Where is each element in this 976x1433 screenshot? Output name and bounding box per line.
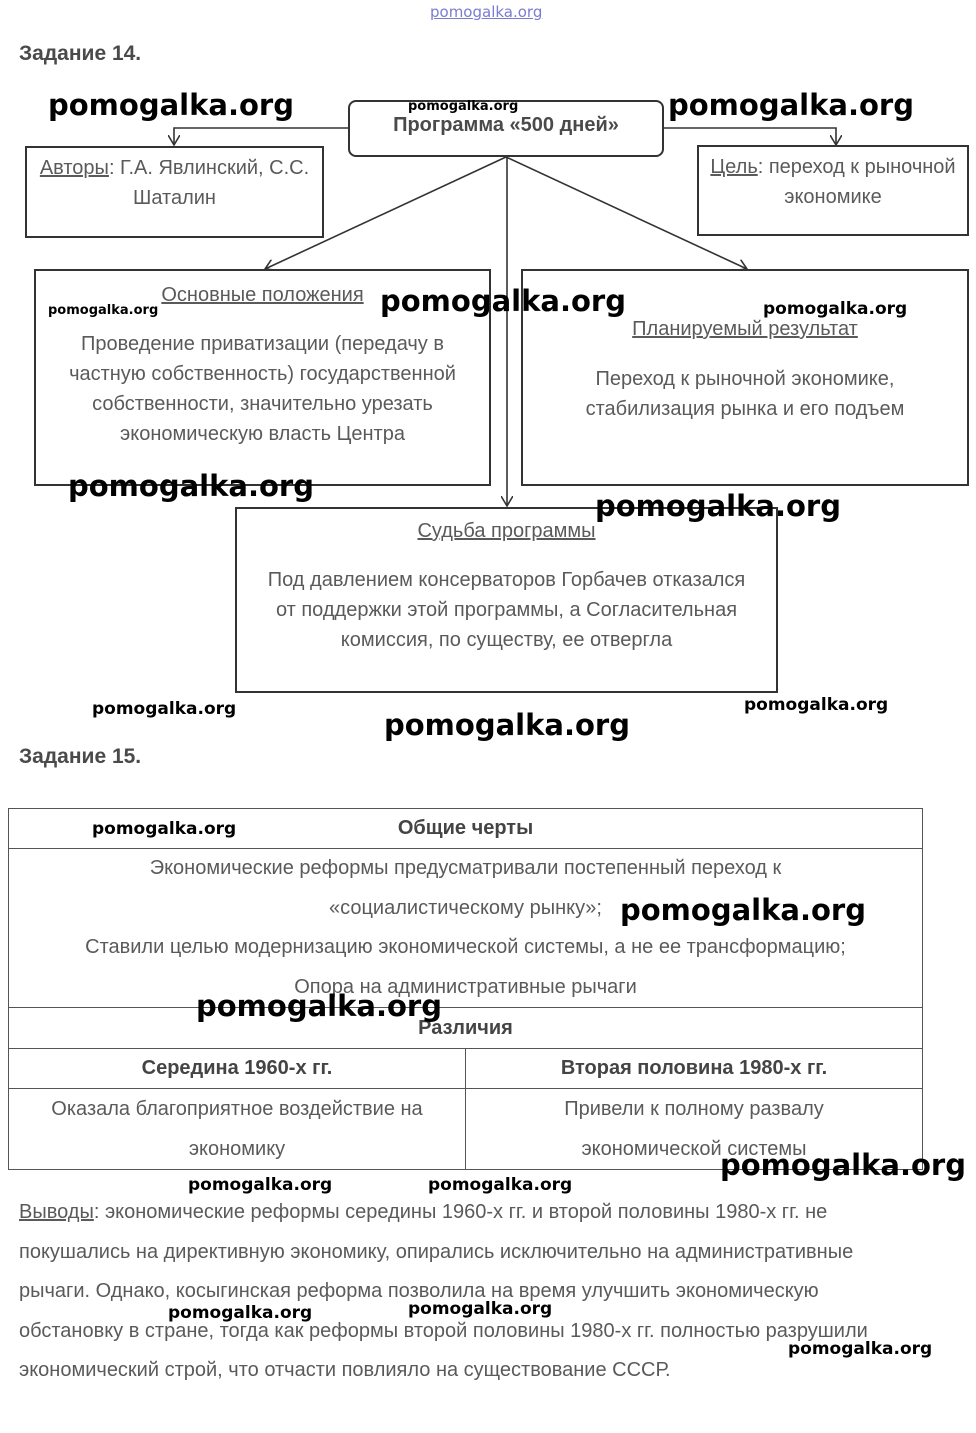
watermark: pomogalka.org — [68, 469, 314, 503]
watermark: pomogalka.org — [408, 99, 519, 114]
watermark: pomogalka.org — [428, 1175, 573, 1195]
conclusion-label: Выводы — [19, 1201, 94, 1223]
authors-box — [25, 146, 324, 238]
col2-text: Привели к полному развалу экономической системы — [466, 1089, 923, 1170]
common-cell — [9, 849, 923, 1008]
watermark: pomogalka.org — [788, 1339, 933, 1359]
common-line-2: Ставили целью модернизацию экономической системы, а не ее трансформацию; — [85, 936, 846, 958]
common-line-3: Опора на административные рычаги — [294, 975, 637, 998]
conclusion — [19, 1193, 899, 1391]
watermark: pomogalka.org — [188, 1175, 333, 1195]
watermark: pomogalka.org — [48, 88, 294, 122]
watermark: pomogalka.org — [92, 819, 237, 839]
watermark: pomogalka.org — [48, 303, 159, 318]
conclusion-text: : экономические реформы середины 1960-х гг. и второй половины 1980-х гг. не покушались на директивную экономику, опирались исключительно на административные рычаги. Однако, косыгинская реформа позволила на время улучшить экономическую обстановку в стране, тогда как реформы второй половины 1980-х гг. полностью разрушили экономический строй, что отчасти повлияло на существование СССР. — [19, 1201, 868, 1381]
task15-heading: Задание 15. — [19, 745, 142, 768]
authors-label: Авторы — [39, 157, 109, 179]
watermark: pomogalka.org — [595, 489, 841, 523]
watermark: pomogalka.org — [763, 299, 908, 319]
fate-box — [235, 507, 778, 693]
program-title: Программа «500 дней» — [393, 114, 619, 136]
watermark: pomogalka.org — [620, 893, 866, 927]
col1-text: Оказала благоприятное воздействие на экономику — [9, 1089, 466, 1170]
col2-header: Вторая половина 1980-х гг. — [466, 1049, 923, 1089]
watermark: pomogalka.org — [196, 989, 442, 1023]
watermark: pomogalka.org — [380, 284, 626, 318]
watermark: pomogalka.org — [168, 1303, 313, 1323]
watermark: pomogalka.org — [744, 695, 889, 715]
fate-text: Под давлением консерваторов Горбачев отказался от поддержки этой программы, а Согласительная комиссия, по существу, ее отвергла — [267, 569, 746, 651]
table-row — [9, 849, 923, 1008]
watermark: pomogalka.org — [384, 708, 630, 742]
watermark-top[interactable]: pomogalka.org — [430, 3, 543, 21]
result-text: Переход к рыночной экономике, стабилизация рынка и его подъем — [585, 368, 905, 420]
comparison-table — [8, 808, 923, 1170]
goal-text: : переход к рыночной экономике — [757, 156, 956, 208]
provisions-label: Основные положения — [161, 284, 364, 306]
provisions-text: Проведение приватизации (передачу в частную собственность) государственной собственности, значительно урезать экономическую власть Центра — [69, 333, 456, 445]
diff-header: Различия — [9, 1008, 923, 1049]
authors-text: : Г.А. Явлинский, С.С. Шаталин — [108, 157, 310, 209]
table-row — [9, 1008, 923, 1049]
watermark: pomogalka.org — [668, 88, 914, 122]
common-line-1: Экономические реформы предусматривали постепенный переход к «социалистическому рынку»; — [149, 857, 782, 919]
common-header: Общие черты — [9, 809, 923, 849]
goal-label: Цель — [710, 156, 758, 178]
table-row — [9, 1049, 923, 1089]
watermark: pomogalka.org — [92, 699, 237, 719]
col1-header: Середина 1960-х гг. — [9, 1049, 466, 1089]
authors-content — [33, 153, 316, 213]
watermark: pomogalka.org — [408, 1299, 553, 1319]
task14-heading: Задание 14. — [19, 42, 142, 65]
fate-label: Судьба программы — [417, 520, 596, 542]
result-label: Планируемый результат — [632, 318, 858, 340]
goal-content — [709, 152, 957, 212]
goal-box — [697, 145, 969, 236]
watermark: pomogalka.org — [720, 1148, 966, 1182]
